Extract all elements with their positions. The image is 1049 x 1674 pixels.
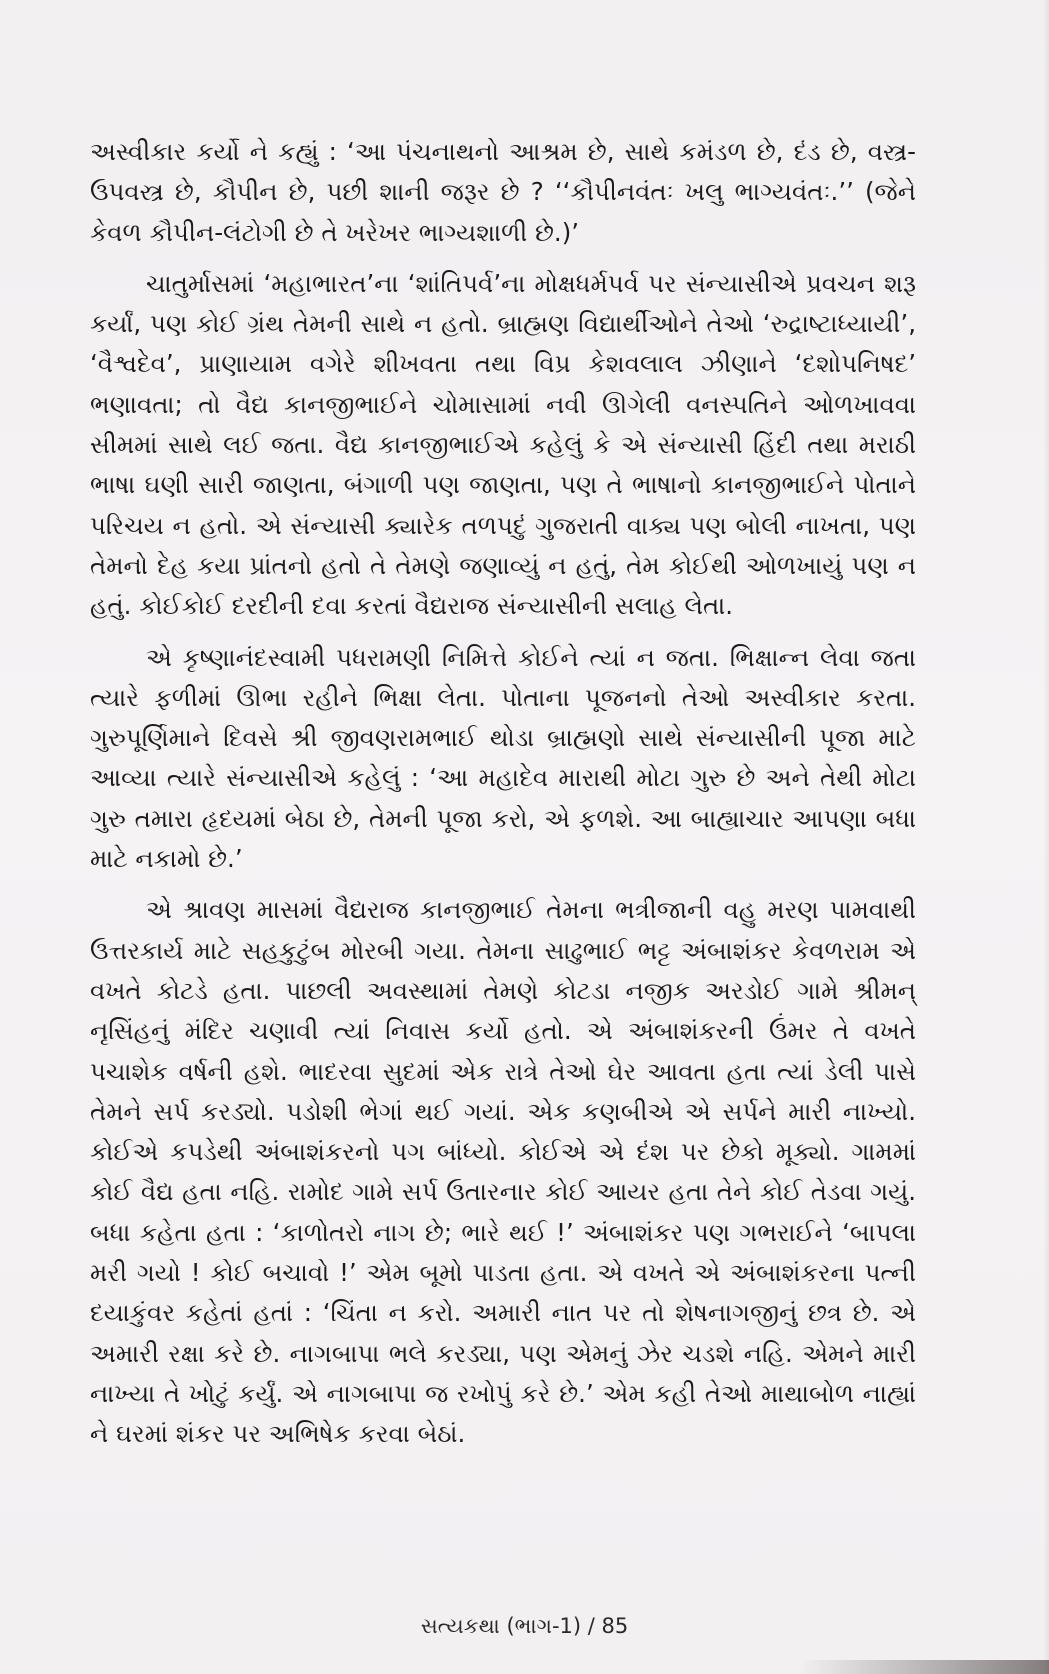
body-text (90, 132, 916, 1466)
paragraph-1: અસ્વીકાર કર્યો ને કહ્યું : ‘આ પંચનાથનો આશ્રમ છે, સાથે કમંડળ છે, દંડ છે, વસ્ત્ર-ઉપવસ્ત્ર છે, કૌપીન છે, પછી શાની જરૂર છે ? ‘‘કૌપીનવંતઃ ખલુ ભાગ્યવંતઃ.’’ (જેને કેવળ કૌપીન-લંટોગી છે તે ખરેખર ભાગ્યશાળી છે.)’ (90, 137, 916, 247)
paragraph-4: એ શ્રાવણ માસમાં વૈદ્યરાજ કાનજીભાઈ તેમના ભત્રીજાની વહુ મરણ પામવાથી ઉત્તરકાર્ય માટે સહકુટુંબ મોરબી ગયા. તેમના સાઢુભાઈ ભટ્ટ અંબાશંકર કેવળરામ એ વખતે કોટડે હતા. પાછલી અવસ્થામાં તેમણે કોટડા નજીક અરડોઈ ગામે શ્રીમન્ નૃસિંહનું મંદિર ચણાવી ત્યાં નિવાસ કર્યો હતો. એ અંબાશંકરની ઉંમર તે વખતે પચાશેક વર્ષની હશે. ભાદરવા સુદમાં એક રાત્રે તેઓ ઘેર આવતા હતા ત્યાં ડેલી પાસે તેમને સર્પ કરડ્યો. પડોશી ભેગાં થઈ ગયાં. એક કણબીએ એ સર્પને મારી નાખ્યો. કોઈએ કપડેથી અંબાશંકરનો પગ બાંધ્યો. કોઈએ એ દંશ પર છેકો મૂક્યો. ગામમાં કોઈ વૈદ્ય હતા નહિ. રામોદ ગામે સર્પ ઉતારનાર કોઈ આયર હતા તેને કોઈ તેડવા ગયું. બધા કહેતા હતા : ‘કાળોતરો નાગ છે; ભારે થઈ !’ અંબાશંકર પણ ગભરાઈને ‘બાપલા મરી ગયો ! કોઈ બચાવો !’ એમ બૂમો પાડતા હતા. એ વખતે એ અંબાશંકરના પત્ની દયાકુંવર કહેતાં હતાં : ‘ચિંતા ન કરો. અમારી નાત પર તો શેષનાગજીનું છત્ર છે. એ અમારી રક્ષા કરે છે. નાગબાપા ભલે કરડ્યા, પણ એમનું ઝેર ચડશે નહિ. એમને મારી નાખ્યા તે ખોટું કર્યું. એ નાગબાપા જ રખોપું કરે છે.’ એમ કહી તેઓ માથાબોળ નાહ્યાં ને ઘરમાં શંકર પર અભિષેક કરવા બેઠાં. (90, 895, 916, 1449)
paragraph-2: ચાતુર્માસમાં ‘મહાભારત’ના ‘શાંતિપર્વ’ના મોક્ષધર્મપર્વ પર સંન્યાસીએ પ્રવચન શરૂ કર્યાં, પણ કોઈ ગ્રંથ તેમની સાથે ન હતો. બ્રાહ્મણ વિદ્યાર્થીઓને તેઓ ‘રુદ્રાષ્ટાધ્યાયી’, ‘વૈશ્વદેવ’, પ્રાણાયામ વગેરે શીખવતા તથા વિપ્ર કેશવલાલ ઝીણાને ‘દશોપનિષદ’ ભણાવતા; તો વૈદ્ય કાનજીભાઈને ચોમાસામાં નવી ઊગેલી વનસ્પતિને ઓળખાવવા સીમમાં સાથે લઈ જતા. વૈદ્ય કાનજીભાઈએ કહેલું કે એ સંન્યાસી હિંદી તથા મરાઠી ભાષા ઘણી સારી જાણતા, બંગાળી પણ જાણતા, પણ તે ભાષાનો કાનજીભાઈને પોતાને પરિચય ન હતો. એ સંન્યાસી ક્યારેક તળપદું ગુજરાતી વાક્ય પણ બોલી નાખતા, પણ તેમનો દેહ કયા પ્રાંતનો હતો તે તેમણે જણાવ્યું ન હતું, તેમ કોઈથી ઓળખાયું પણ ન હતું. કોઈકોઈ દરદીની દવા કરતાં વૈદ્યરાજ સંન્યાસીની સલાહ લેતા. (90, 268, 916, 621)
page-footer: સત્યકથા (ભાગ-1) / 85 (420, 1614, 629, 1638)
page-edge-shadow (1043, 0, 1049, 1674)
paragraph-3: એ કૃષ્ણાનંદસ્વામી પધરામણી નિમિત્તે કોઈને ત્યાં ન જતા. ભિક્ષાન્ન લેવા જતા ત્યારે ફળીમાં ઊભા રહીને ભિક્ષા લેતા. પોતાના પૂજનનો તેઓ અસ્વીકાર કરતા. ગુરુપૂર્ણિમાને દિવસે શ્રી જીવણરામભાઈ થોડા બ્રાહ્મણો સાથે સંન્યાસીની પૂજા માટે આવ્યા ત્યારે સંન્યાસીએ કહેલું : ‘આ મહાદેવ મારાથી મોટા ગુરુ છે અને તેથી મોટા ગુરુ તમારા હૃદયમાં બેઠા છે, તેમની પૂજા કરો, એ ફળશે. આ બાહ્યાચાર આપણા બધા માટે નકામો છે.’ (90, 642, 916, 874)
scan-edge-mark (799, 1660, 1049, 1674)
